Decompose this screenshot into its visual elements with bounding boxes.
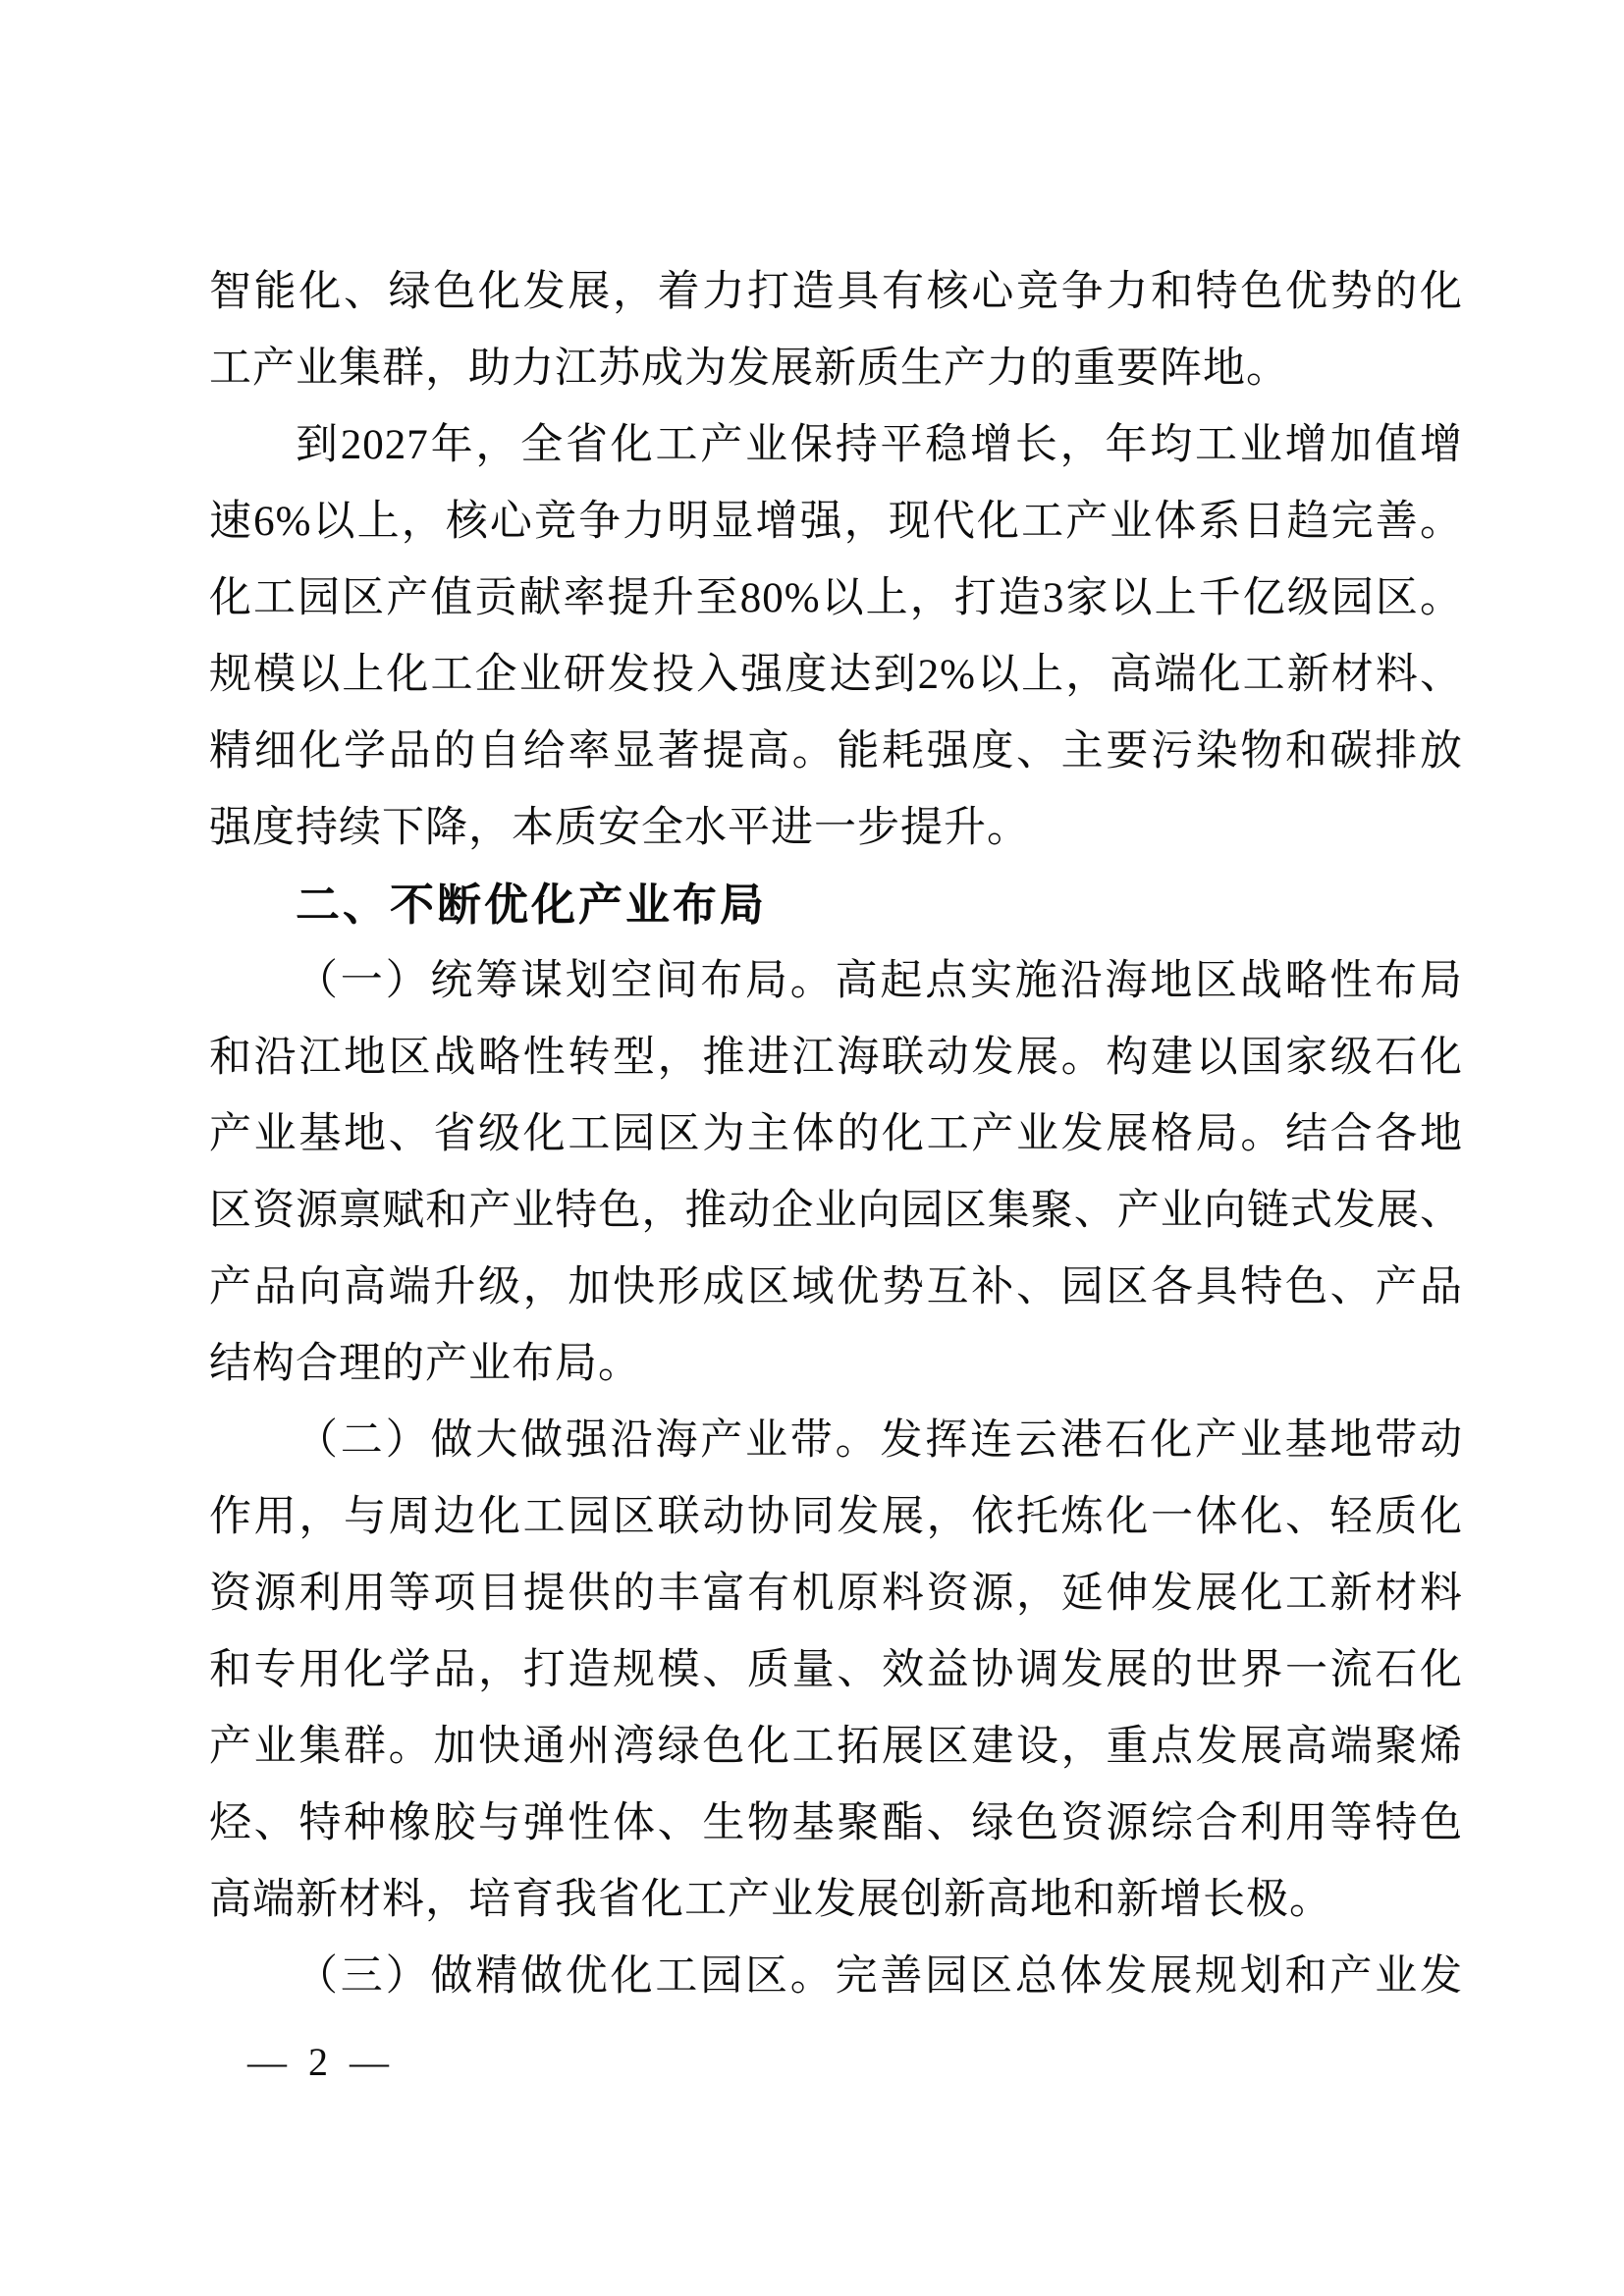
section-heading: 二、不断优化产业布局 [296, 880, 768, 930]
text-line: 产业集群。加快通州湾绿色化工拓展区建设，重点发展高端聚烯 [209, 1724, 1463, 1770]
text-line: 精细化学品的自给率显著提高。能耗强度、主要污染物和碳排放 [209, 728, 1463, 774]
page-number: — 2 — [247, 2040, 395, 2084]
text-line: 资源利用等项目提供的丰富有机原料资源，延伸发展化工新材料 [209, 1571, 1463, 1617]
text-line: 智能化、绿色化发展，着力打造具有核心竞争力和特色优势的化 [209, 269, 1463, 315]
text-line: 区资源禀赋和产业特色，推动企业向园区集聚、产业向链式发展、 [209, 1188, 1463, 1234]
text-line: 到2027年，全省化工产业保持平稳增长，年均工业增加值增 [296, 422, 1463, 468]
text-line: 化工园区产值贡献率提升至80%以上，打造3家以上千亿级园区。 [209, 575, 1463, 621]
text-line-subsection: （二）做大做强沿海产业带。发挥连云港石化产业基地带动 [296, 1417, 1463, 1464]
text-line: 工产业集群，助力江苏成为发展新质生产力的重要阵地。 [209, 346, 1289, 392]
text-line: 和沿江地区战略性转型，推进江海联动发展。构建以国家级石化 [209, 1035, 1463, 1081]
text-line: 速6%以上，核心竞争力明显增强，现代化工产业体系日趋完善。 [209, 499, 1463, 545]
text-line: 产品向高端升级，加快形成区域优势互补、园区各具特色、产品 [209, 1264, 1463, 1310]
text-line: 结构合理的产业布局。 [209, 1341, 641, 1387]
text-line: 产业基地、省级化工园区为主体的化工产业发展格局。结合各地 [209, 1111, 1463, 1157]
text-line: 规模以上化工企业研发投入强度达到2%以上，高端化工新材料、 [209, 652, 1463, 698]
text-line: 作用，与周边化工园区联动协同发展，依托炼化一体化、轻质化 [209, 1494, 1463, 1540]
text-line: 和专用化学品，打造规模、质量、效益协调发展的世界一流石化 [209, 1647, 1463, 1693]
text-line-subsection: （三）做精做优化工园区。完善园区总体发展规划和产业发 [296, 1953, 1463, 2000]
text-line: 强度持续下降，本质安全水平进一步提升。 [209, 805, 1030, 851]
text-line: 高端新材料，培育我省化工产业发展创新高地和新增长极。 [209, 1877, 1332, 1923]
text-line-subsection: （一）统筹谋划空间布局。高起点实施沿海地区战略性布局 [296, 958, 1463, 1004]
document-text-block [209, 254, 1463, 2015]
text-line: 烃、特种橡胶与弹性体、生物基聚酯、绿色资源综合利用等特色 [209, 1800, 1463, 1846]
